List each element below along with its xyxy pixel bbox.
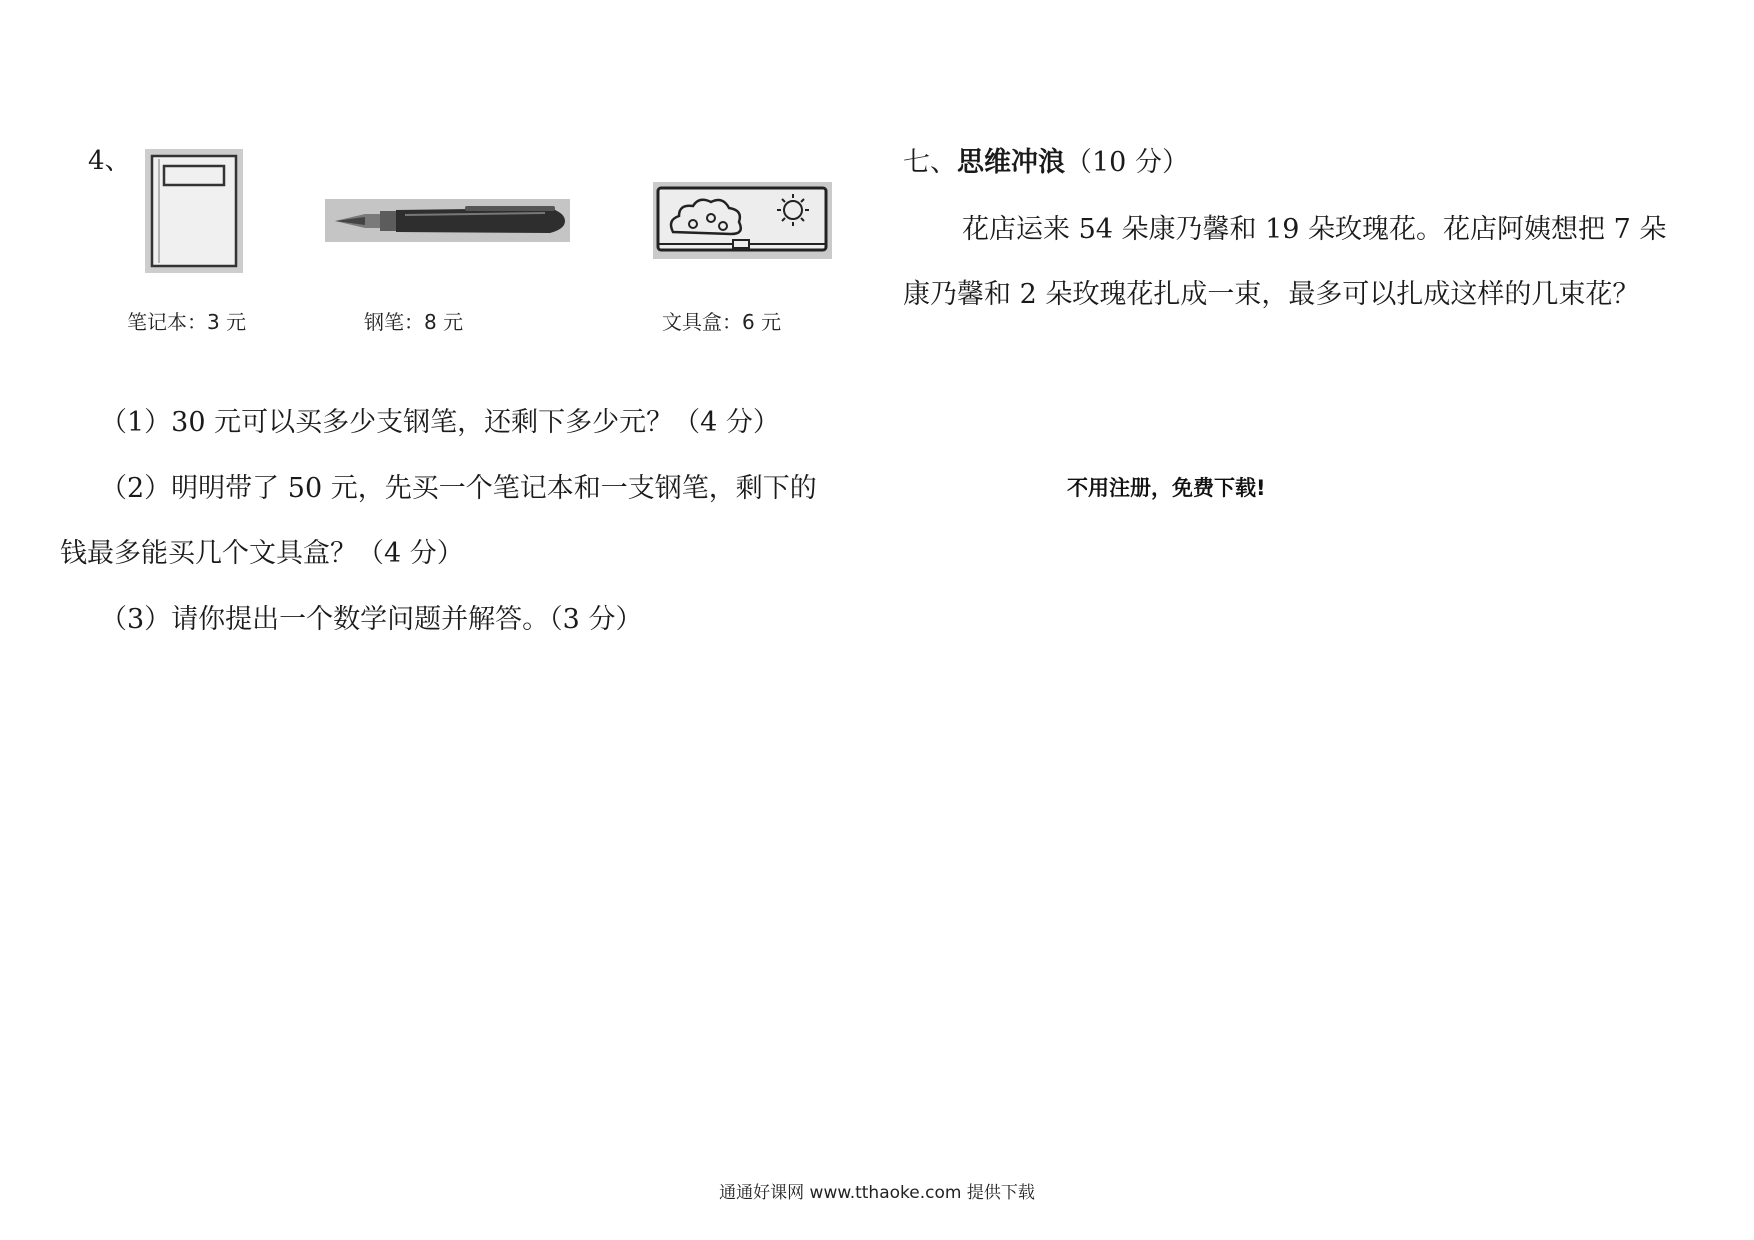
sub-question-3: （3）请你提出一个数学问题并解答。（3 分） xyxy=(100,604,643,635)
notebook-price-label: 笔记本：3 元 xyxy=(127,310,247,334)
sub-question-2-line-1: （2）明明带了 50 元，先买一个笔记本和一支钢笔，剩下的 xyxy=(100,473,817,504)
section-title: 思维冲浪 xyxy=(957,147,1065,178)
section-score: （10 分） xyxy=(1065,147,1189,178)
sub-question-2-line-2: 钱最多能买几个文具盒？（4 分） xyxy=(60,538,464,569)
problem-line-2: 康乃馨和 2 朵玫瑰花扎成一束，最多可以扎成这样的几束花？ xyxy=(903,279,1640,310)
page-footer: 通通好课网 www.tthaoke.com 提供下载 xyxy=(719,1183,1035,1203)
notebook-icon xyxy=(145,149,243,273)
question-number: 4、 xyxy=(88,146,131,176)
sub-question-1: （1）30 元可以买多少支钢笔，还剩下多少元？（4 分） xyxy=(100,407,780,438)
pencil-box-icon xyxy=(653,182,832,259)
section-heading xyxy=(903,140,1189,179)
promo-text: 不用注册，免费下载! xyxy=(1067,476,1266,500)
fountain-pen-icon xyxy=(325,199,570,242)
problem-line-1: 花店运来 54 朵康乃馨和 19 朵玫瑰花。花店阿姨想把 7 朵 xyxy=(962,214,1667,245)
section-prefix: 七、 xyxy=(903,147,957,178)
pencil-box-price-label: 文具盒：6 元 xyxy=(662,310,782,334)
pen-price-label: 钢笔：8 元 xyxy=(364,310,464,334)
